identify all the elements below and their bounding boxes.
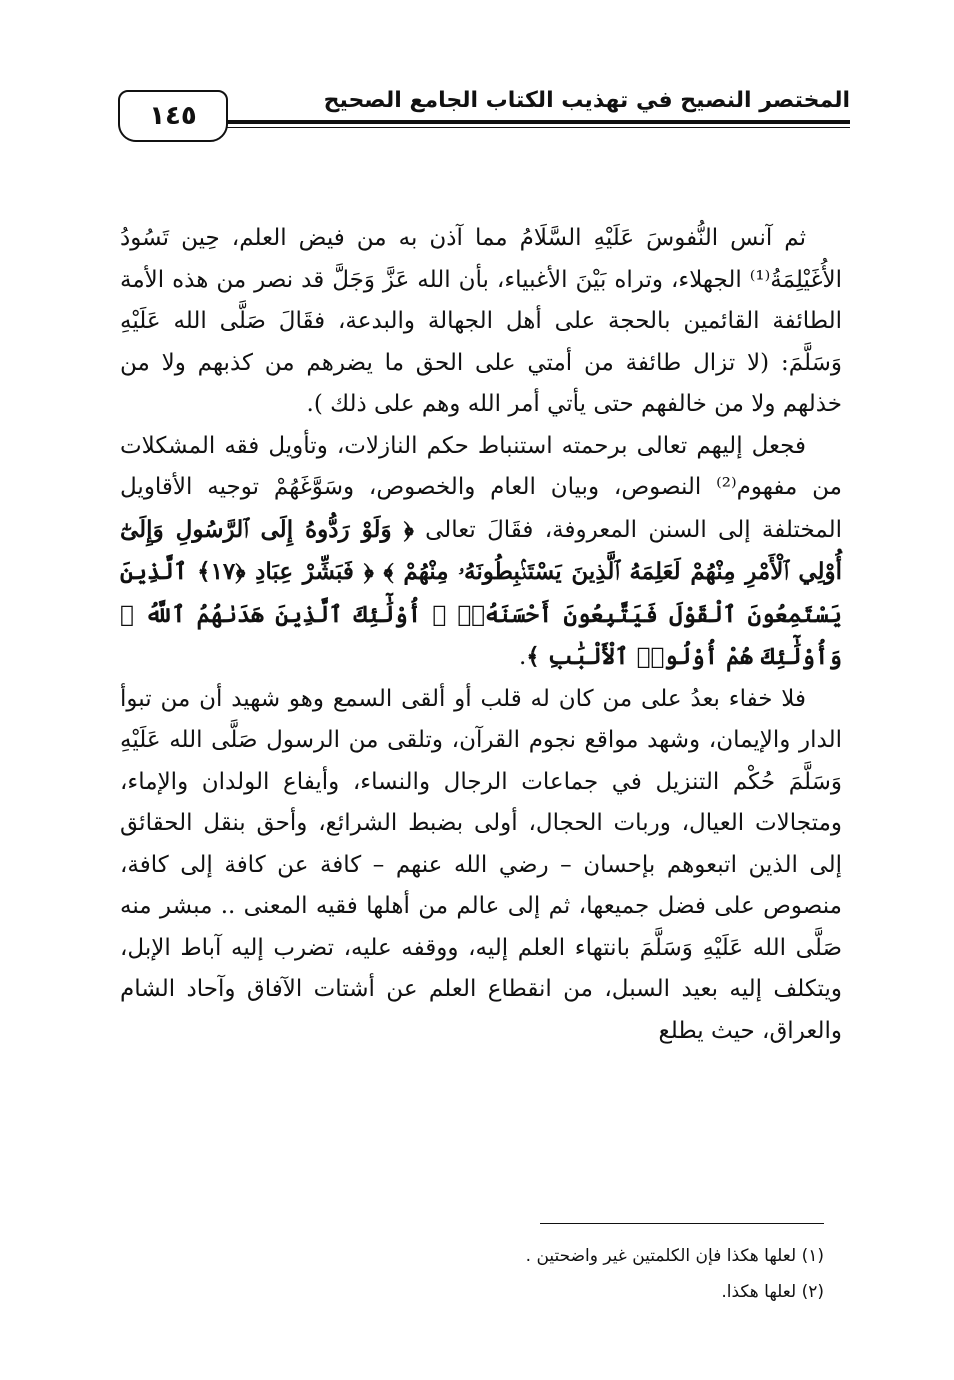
footnotes — [224, 1238, 824, 1310]
page-number: ١٤٥ — [118, 90, 228, 142]
quran-verses: ﴿ وَلَوْ رَدُّوهُ إِلَى ٱلرَّسُولِ وَإِلَىٰٓ أُوْلِي ٱلْأَمْرِ مِنْهُمْ لَعَلِمَهُ ٱلَّذِينَ يَسْتَنۢبِطُونَهُۥ مِنْهُمْ ﴾ ﴿ فَبَشِّرْ عِبَادِ ﴿١٧﴾ ٱلَّذِينَ يَسْتَمِعُونَ ٱلْقَوْلَ فَيَتَّبِعُونَ أَحْسَنَهُۥٓ ۚ أُوْلَٰٓئِكَ ٱلَّذِينَ هَدَىٰهُمُ ٱللَّهُ ۖ وَأُوْلَٰٓئِكَ هُمْ أُوْلُوا۟ ٱلْأَلْبَٰبِ ﴾ — [120, 515, 842, 670]
footnote-2: (٢) لعلها هكذا. — [721, 1282, 824, 1302]
footnote-1: (١) لعلها هكذا فإن الكلمتين غير واضحتين . — [525, 1246, 824, 1266]
paragraph-2-text: فجعل إليهم تعالى برحمته استنباط حكم النازلات، وتأويل فقه المشكلات من مفهوم⁽²⁾ النصوص، وبيان العام والخصوص، وسَوَّغَهُمْ توجيه الأقاويل المختلفة إلى السنن المعروفة، فقَالَ تعالى — [120, 432, 843, 543]
running-title: المختصر النصيح في تهذيب الكتاب الجامع الصحيح — [323, 88, 850, 113]
paragraph-2 — [120, 426, 842, 679]
paragraph-2-end: . — [518, 644, 527, 670]
footnote-divider — [540, 1223, 824, 1224]
header-rule — [226, 120, 850, 124]
paragraph-3: فلا خفاء بعدُ على من كان له قلب أو ألقى السمع وهو شهيد أن من تبوأ الدار والإيمان، وشهد مواقع نجوم القرآن، وتلقى من الرسول صَلَّى الله عَلَيْهِ وَسَلَّمَ حُكْم التنزيل في جماعات الرجال والنساء، وأيفاع الولدان والإماء، ومتجالات العيال، وربات الحجال، أولى بضبط الشرائع، وأحق بنقل الحقائق إلى الذين اتبعوهم بإحسان – رضي الله عنهم – كافة عن كافة إلى كافة، منصوص على فضل جميعها، ثم إلى عالم من أهلها فقيه المعنى .. مبشر منه صَلَّى الله عَلَيْهِ وَسَلَّمَ بانتهاء العلم إليه، ووقفه عليه، تضرب إليه آباط الإبل، ويتكلف إليه بعيد السبل، من انقطاع العلم عن أشتات الآفاق وآحاد الشام والعراق، حيث يطلع — [120, 685, 842, 1044]
header-rule-thin — [226, 127, 850, 128]
paragraph-1: ثم آنس النُّفوسَ عَلَيْهِ السَّلَامُ مما آذن به من فيض العلم، حِين تَسُودُ الأُغَيْلِمَةُ⁽¹⁾ الجهلاء، وتراه بَيْنَ الأغبياء، بأن الله عَزَّ وَجَلَّ قد نصر من هذه الأمة الطائفة القائمين بالحجة على أهل الجهالة والبدعة، فقَالَ صَلَّى الله عَلَيْهِ وَسَلَّمَ: (لا تزال طائفة من أمتي على الحق ما يضرهم من كذبهم ولا من خذلهم ولا من خالفهم حتى يأتي أمر الله وهم على ذلك ). — [120, 225, 842, 417]
page-header — [118, 88, 850, 148]
main-text — [120, 218, 842, 1052]
